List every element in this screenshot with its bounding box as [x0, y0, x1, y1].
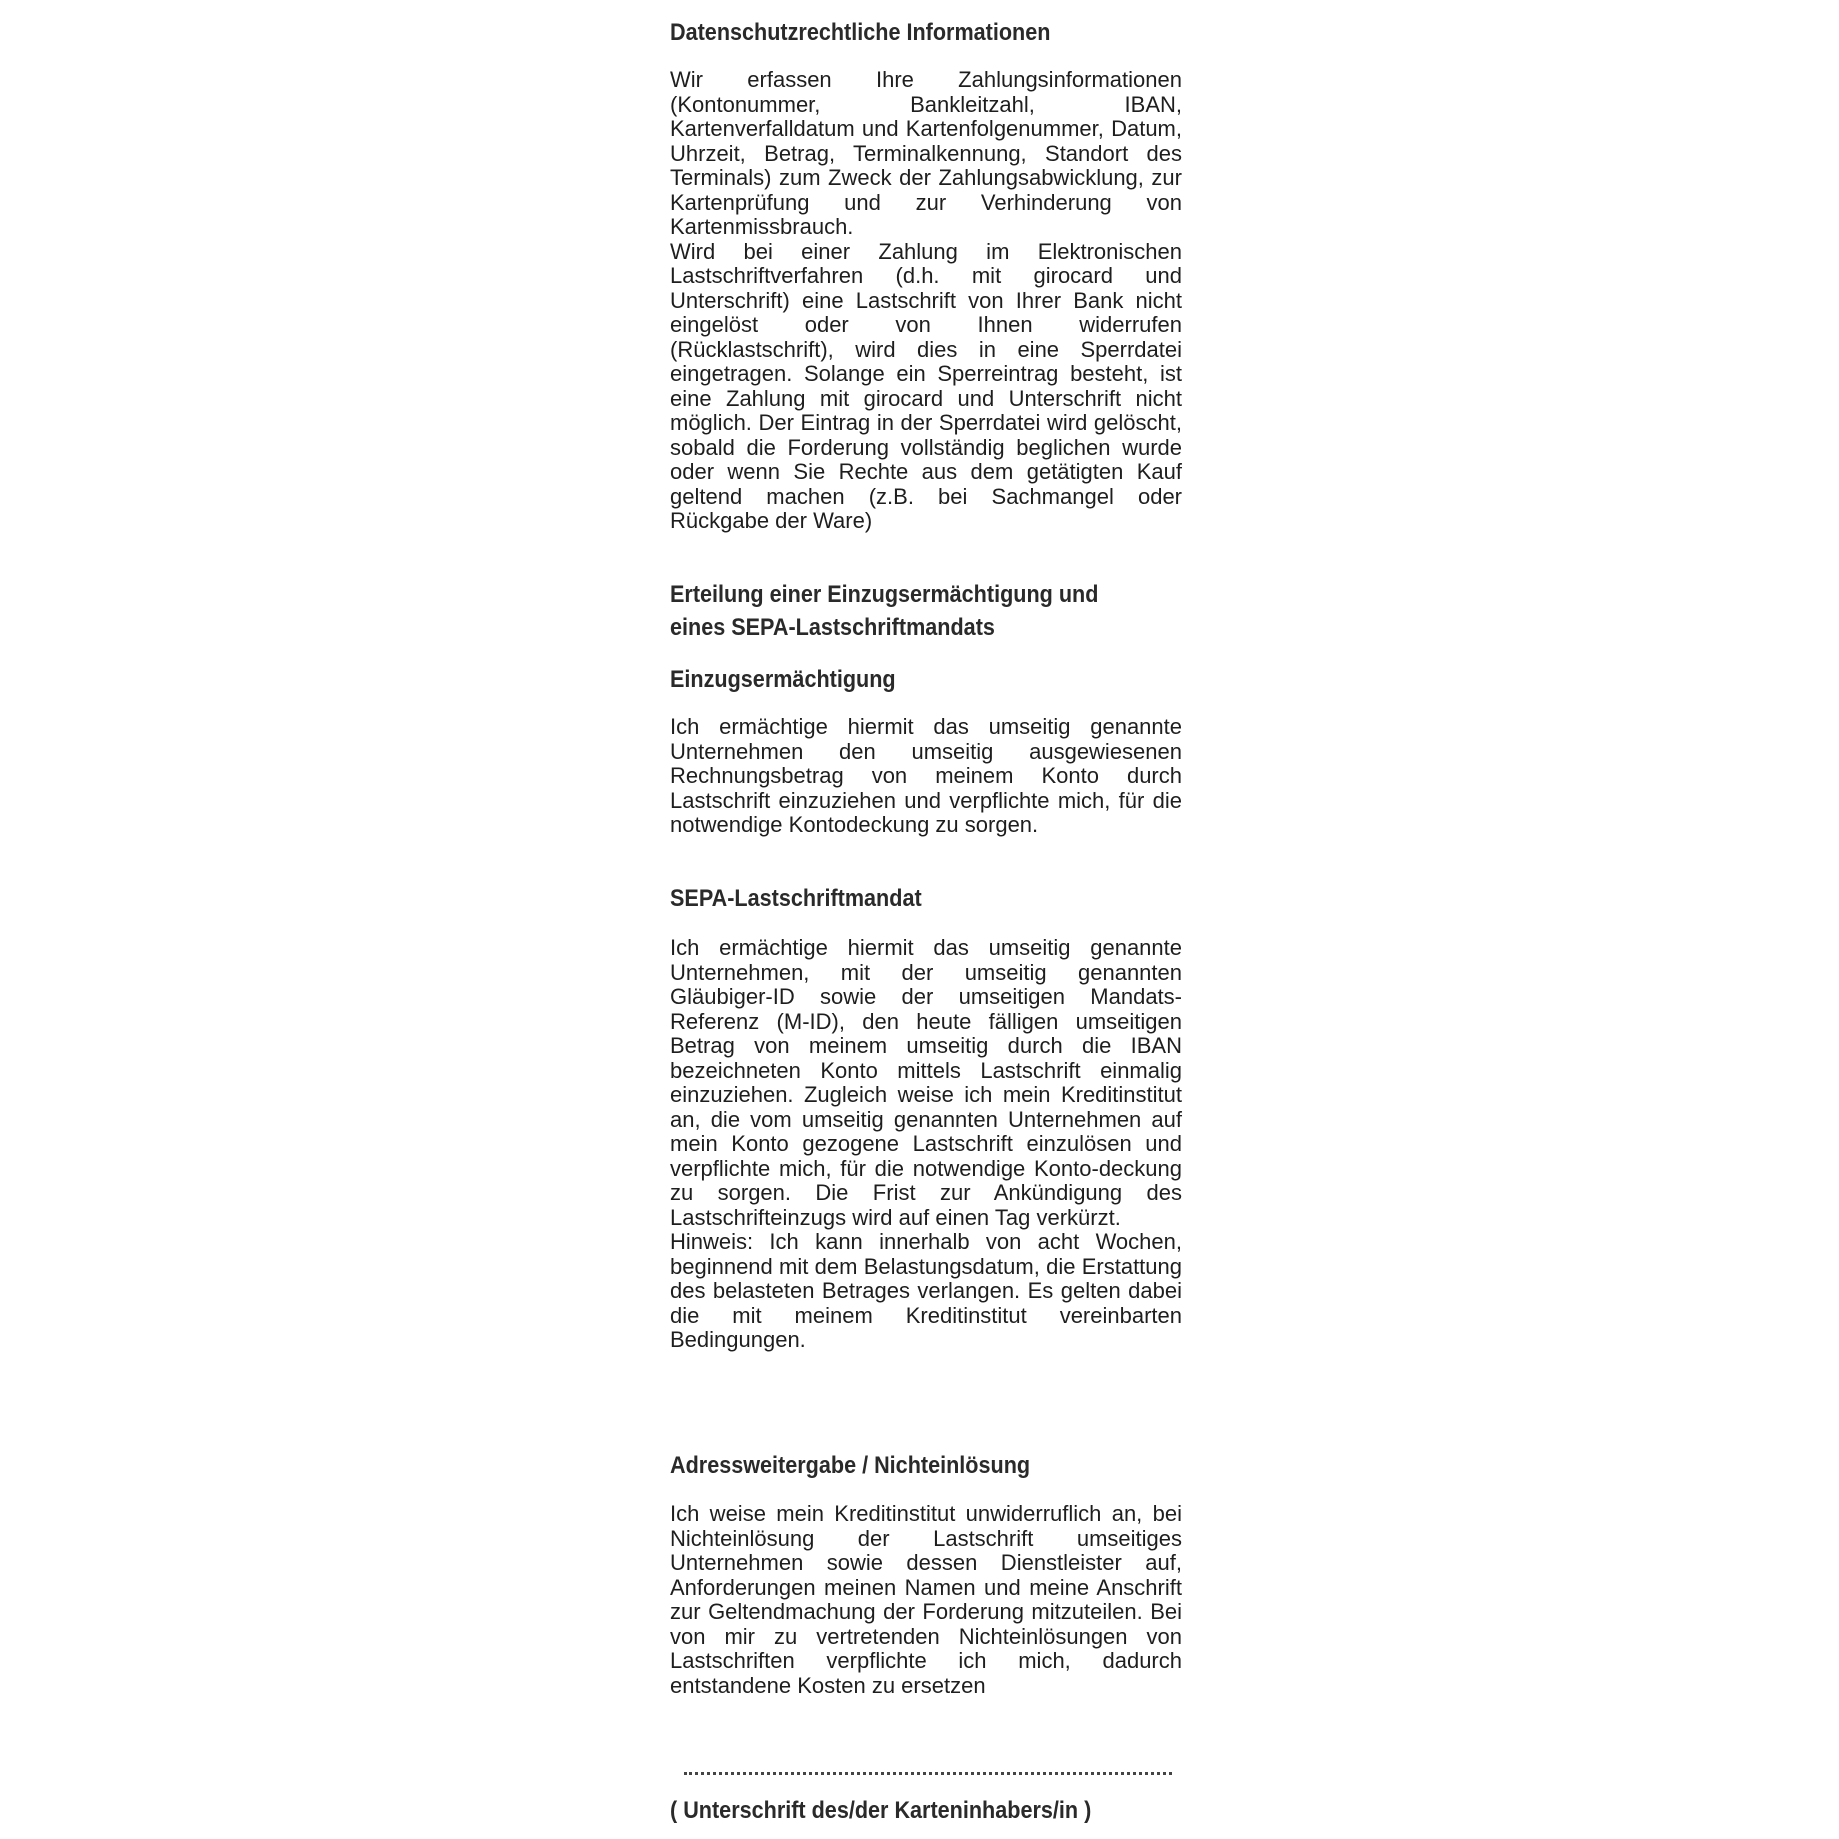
privacy-heading: Datenschutzrechtliche Informationen: [670, 19, 1051, 46]
sepa-paragraph: Hinweis: Ich kann innerhalb von acht Wochen, beginnend mit dem Belastungsdatum, die Erstattung des belasteten Betrages verlangen. Es gelten dabei die mit meinem Kreditinstitut vereinbarten Bedingungen.: [670, 1229, 1182, 1352]
privacy-text: [670, 68, 1182, 534]
address-paragraph: Ich weise mein Kreditinstitut unwiderruflich an, bei Nichteinlösung der Lastschrift umseitiges Unternehmen sowie dessen Dienstleister auf, Anforderungen meinen Namen und meine Anschrift zur Geltendmachung der Forderung mitzuteilen. Bei von mir zu vertretenden Nichteinlösungen von Lastschriften verpflichte ich mich, dadurch entstandene Kosten zu ersetzen: [670, 1501, 1182, 1698]
address-disclosure-heading: Adressweitergabe / Nichteinlösung: [670, 1452, 1031, 1479]
sepa-paragraph: Ich ermächtige hiermit das umseitig genannte Unternehmen, mit der umseitig genannten Gläubiger-ID sowie der umseitigen Mandats-Referenz (M-ID), den heute fälligen umseitigen Betrag von meinem umseitig durch die IBAN bezeichneten Konto mittels Lastschrift einmalig einzuziehen. Zugleich weise ich mein Kreditinstitut an, die vom umseitig genannten Unternehmen auf mein Konto gezogene Lastschrift einzulösen und verpflichte mich, für die notwendige Konto-deckung zu sorgen. Die Frist zur Ankündigung des Lastschrifteinzugs wird auf einen Tag verkürzt.: [670, 935, 1182, 1230]
signature-caption: ( Unterschrift des/der Karteninhabers/in ): [670, 1797, 1092, 1824]
mandate-heading: [670, 578, 1098, 644]
mandate-heading-line: eines SEPA-Lastschriftmandats: [670, 614, 995, 641]
address-disclosure-text: [670, 1502, 1182, 1698]
collection-paragraph: Ich ermächtige hiermit das umseitig genannte Unternehmen den umseitig ausgewiesenen Rechnungsbetrag von meinem Konto durch Lastschrift einzuziehen und verpflichte mich, für die notwendige Kontodeckung zu sorgen.: [670, 714, 1182, 837]
privacy-paragraph: Wir erfassen Ihre Zahlungsinformationen (Kontonummer, Bankleitzahl, IBAN, Kartenverfalldatum und Kartenfolgenummer, Datum, Uhrzeit, Betrag, Terminalkennung, Standort des Terminals) zum Zweck der Zahlungsabwicklung, zur Kartenprüfung und zur Verhinderung von Kartenmissbrauch.: [670, 67, 1182, 239]
collection-authorization-heading: Einzugsermächtigung: [670, 666, 896, 693]
mandate-heading-line: Erteilung einer Einzugsermächtigung und: [670, 581, 1099, 608]
privacy-paragraph: Wird bei einer Zahlung im Elektronischen Lastschriftverfahren (d.h. mit girocard und Unterschrift) eine Lastschrift von Ihrer Bank nicht eingelöst oder von Ihnen widerrufen (Rücklastschrift), wird dies in eine Sperrdatei eingetragen. Solange ein Sperreintrag besteht, ist eine Zahlung mit girocard und Unterschrift nicht möglich. Der Eintrag in der Sperrdatei wird gelöscht, sobald die Forderung vollständig beglichen wurde oder wenn Sie Rechte aus dem getätigten Kauf geltend machen (z.B. bei Sachmangel oder Rückgabe der Ware): [670, 238, 1182, 533]
collection-authorization-text: [670, 715, 1182, 838]
sepa-mandate-heading: SEPA-Lastschriftmandat: [670, 885, 922, 912]
signature-line: [684, 1772, 1172, 1775]
sepa-mandate-text: [670, 936, 1182, 1353]
